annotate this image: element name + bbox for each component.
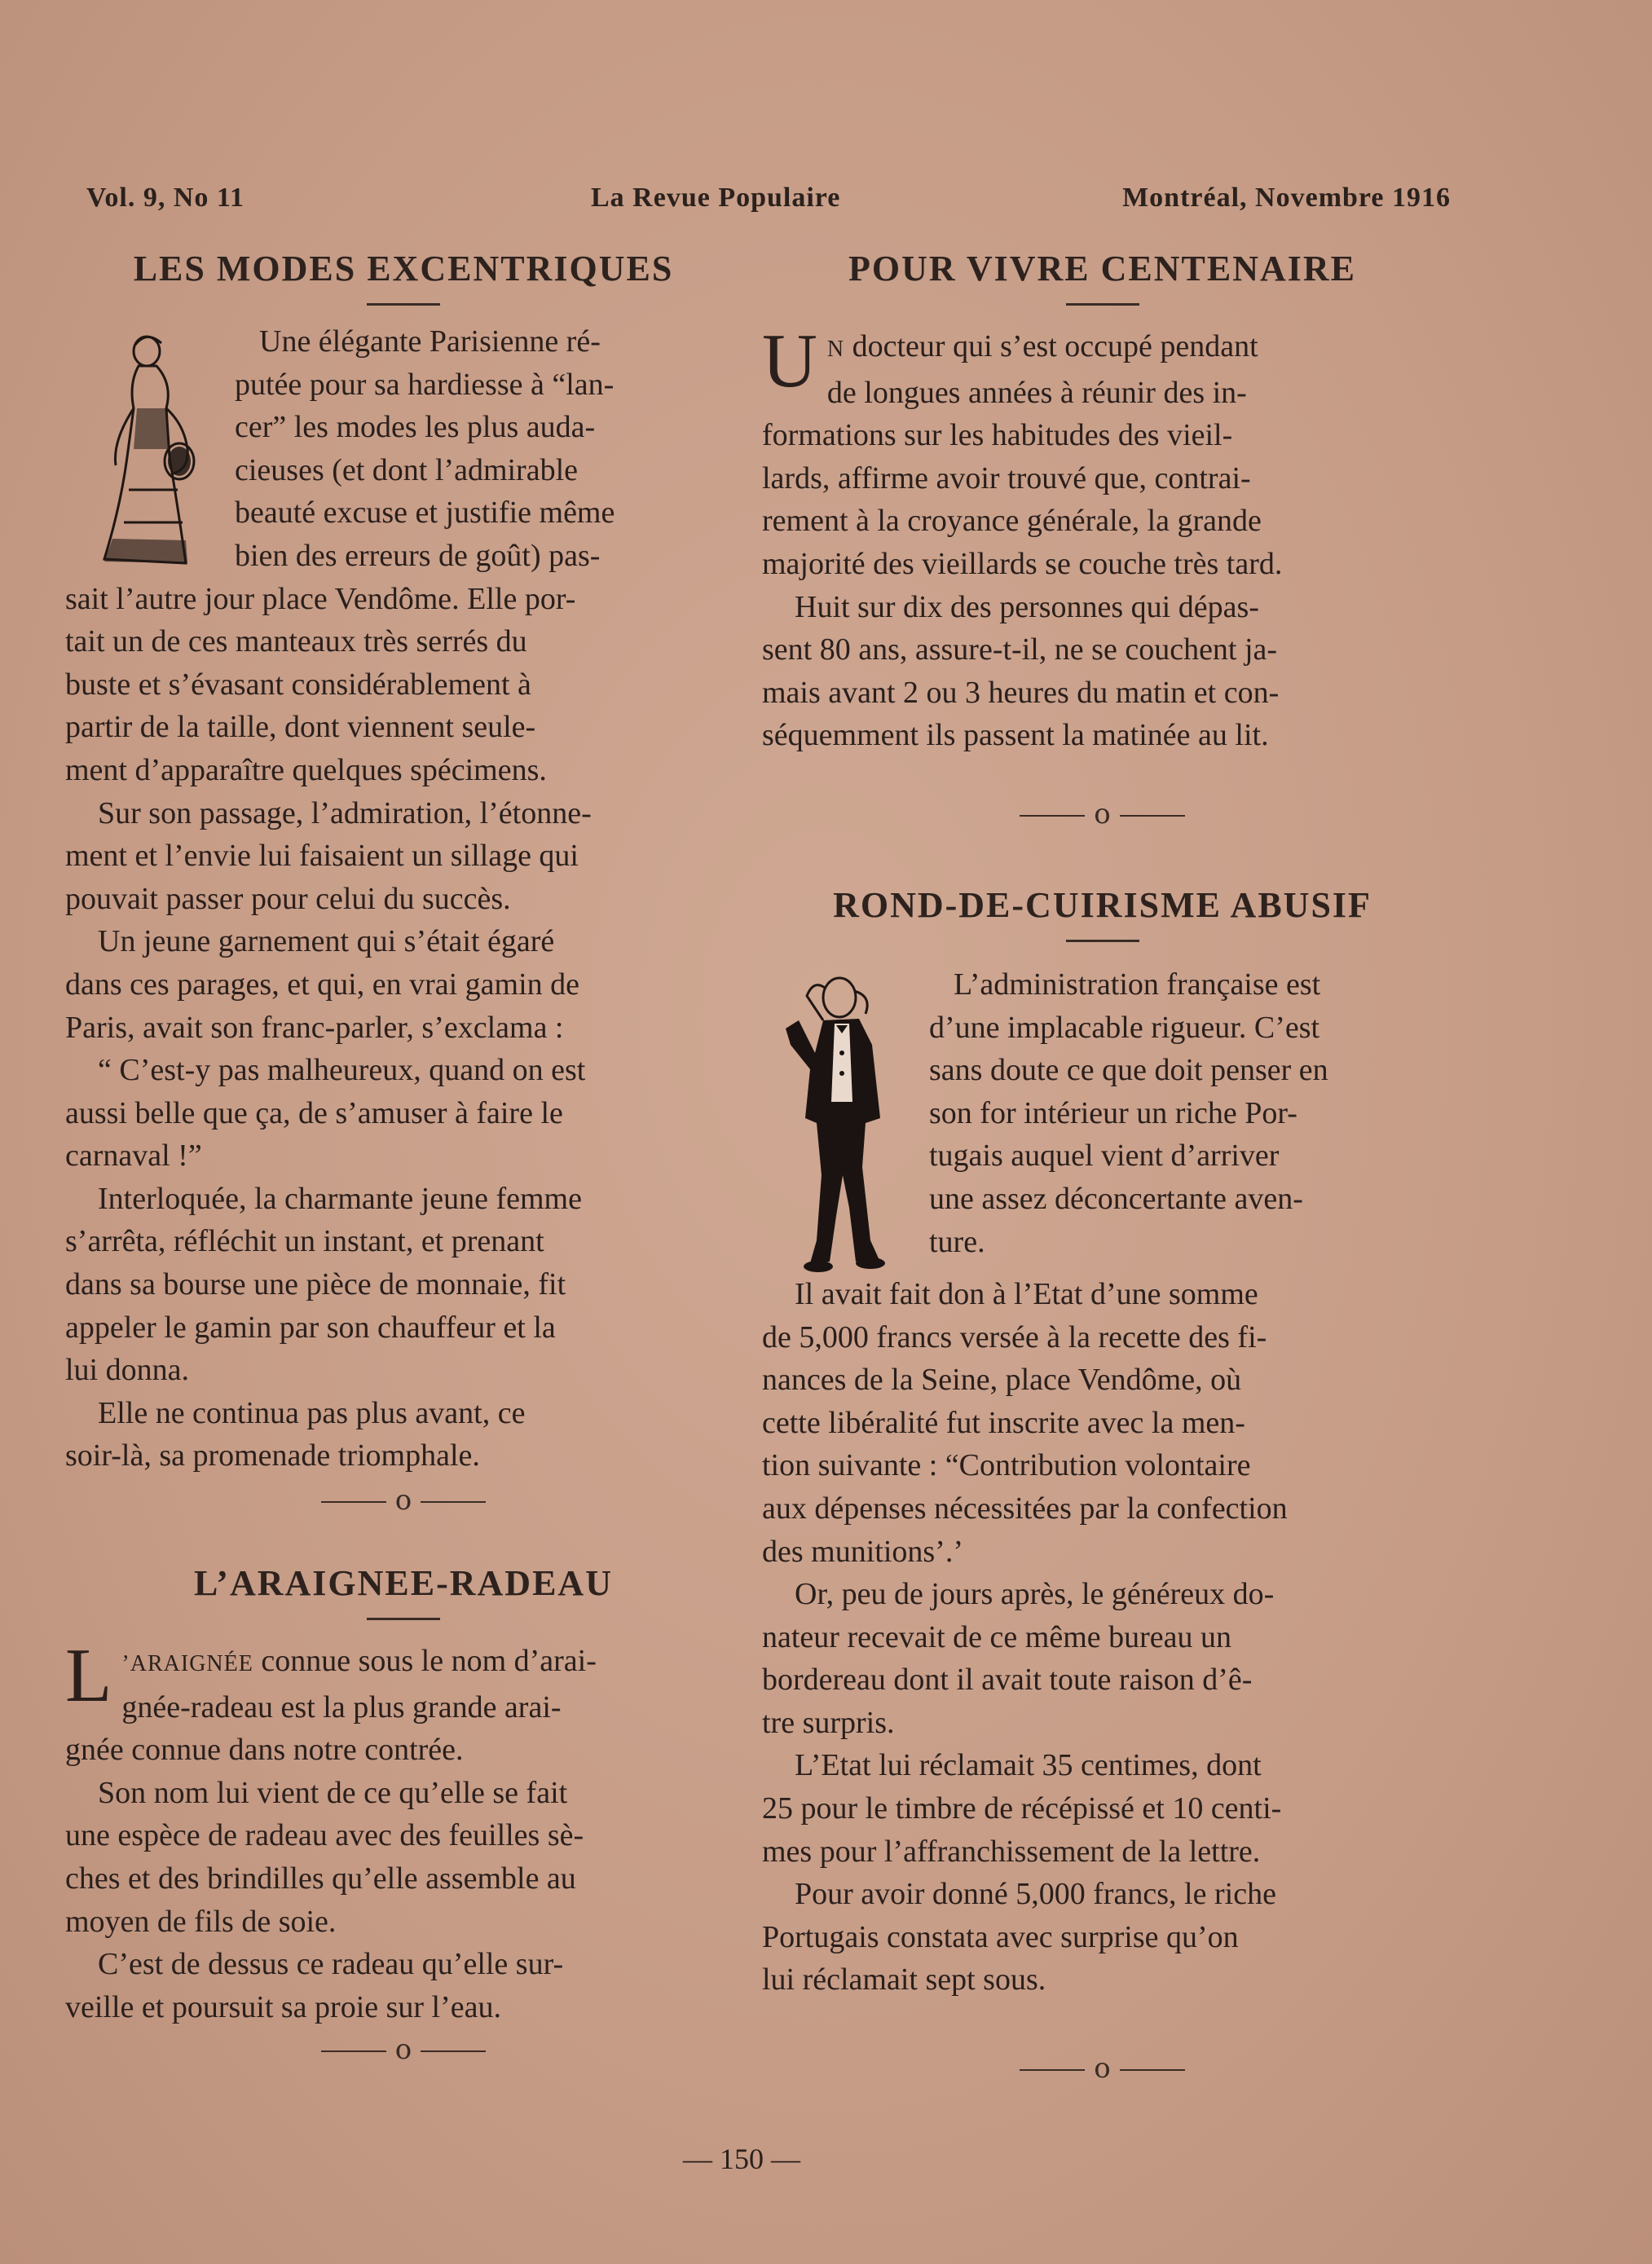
drop-cap: U [762, 319, 817, 403]
text-line: tugais auquel vient d’arriver [929, 1139, 1280, 1174]
text-line: lards, affirme avoir trouvé que, contrai- [762, 460, 1251, 496]
text-line: carnaval !” [65, 1139, 202, 1174]
text-line: nances de la Seine, place Vendôme, où [762, 1363, 1242, 1398]
text-line: s’arrêta, réfléchit un instant, et prenant [65, 1224, 544, 1259]
text-line: buste et s’évasant considérablement à [65, 667, 531, 702]
text-line: de longues années à réunir des in- [826, 375, 1247, 410]
section-separator: o [65, 1482, 742, 1518]
title-rule [1066, 303, 1139, 306]
text-line: Sur son passage, l’admiration, l’étonne- [98, 795, 592, 830]
text-line: pouvait passer pour celui du succès. [65, 881, 511, 916]
title-rule [367, 303, 440, 306]
lady-illustration [88, 327, 210, 571]
text-line: tre surpris. [762, 1705, 895, 1740]
place-date: Montréal, Novembre 1916 [1122, 183, 1451, 213]
text-line: nateur recevait de ce même bureau un [762, 1619, 1232, 1654]
text-line: mes pour l’affranchissement de la lettre. [762, 1834, 1261, 1869]
paragraph [65, 1943, 742, 2028]
text-line: dans ces parages, et qui, en vrai gamin de [65, 967, 579, 1002]
small-caps-word: ’ARAIGNÉE [121, 1651, 253, 1677]
text-line: bien des erreurs de goût) pas- [235, 538, 601, 573]
text-line: L’administration française est [954, 967, 1321, 1002]
text-line: Il avait fait don à l’Etat d’une somme [795, 1276, 1258, 1311]
paragraph: U N docteur qui s’est occupé pendant de longues années à réunir des in- formations sur les habitudes des vieil- lards, affirme avoir trouvé que, contrai- rement à la croyance générale, la grande majorité des vieillards se couche très tard. [762, 319, 1283, 581]
text-line: gnée-radeau est la plus grande arai- [121, 1689, 562, 1724]
text-line: Portugais constata avec surprise qu’on [762, 1919, 1239, 1954]
text-line: 25 pour le timbre de récépissé et 10 centi- [762, 1791, 1282, 1826]
text-line: beauté excuse et justifie même [235, 496, 615, 531]
text-line: Elle ne continua pas plus avant, ce [98, 1395, 526, 1430]
text-line: veille et poursuit sa proie sur l’eau. [65, 1989, 502, 2024]
text-line: aux dépenses nécessitées par la confection [762, 1491, 1288, 1526]
article-title-centenaire: POUR VIVRE CENTENAIRE [848, 249, 1357, 289]
text-line: tait un de ces manteaux très serrés du [65, 624, 527, 659]
text-line: Son nom lui vient de ce qu’elle se fait [98, 1775, 568, 1810]
text-line: Un jeune garnement qui s’était égaré [98, 924, 555, 959]
text-line: sait l’autre jour place Vendôme. Elle por- [65, 581, 576, 616]
text-line: d’une implacable rigueur. C’est [929, 1010, 1320, 1045]
text-line: tion suivante : “Contribution volontaire [762, 1448, 1251, 1483]
text-line: aussi belle que ça, de s’amuser à faire le [65, 1095, 563, 1130]
section-separator: o [65, 2032, 742, 2068]
magazine-title: La Revue Populaire [591, 183, 841, 213]
text-line: gnée connue dans notre contrée. [65, 1733, 464, 1768]
text-line: Paris, avait son franc-parler, s’exclama : [65, 1010, 564, 1045]
text-line: dans sa bourse une pièce de monnaie, fit [65, 1267, 566, 1302]
paragraph [762, 1873, 1443, 2002]
text-line: cer” les modes les plus auda- [235, 410, 596, 445]
text-line: lui donna. [65, 1353, 189, 1388]
text-line: soir-là, sa promenade triomphale. [65, 1438, 480, 1473]
page-number: — 150 — [683, 2143, 800, 2175]
paragraph [762, 1273, 1443, 1573]
text-line: L’Etat lui réclamait 35 centimes, dont [795, 1748, 1262, 1783]
text-line: Pour avoir donné 5,000 francs, le riche [795, 1877, 1276, 1912]
title-rule [367, 1618, 440, 1620]
text-line: des munitions’.’ [762, 1534, 963, 1569]
text-line: sans doute ce que doit penser en [929, 1053, 1328, 1088]
text-line: formations sur les habitudes des vieil- [762, 418, 1233, 453]
section-separator: o [762, 796, 1443, 832]
text-line: lui réclamait sept sous. [762, 1962, 1046, 1998]
paragraph [65, 792, 742, 921]
text-line: Une élégante Parisienne ré- [259, 324, 601, 359]
text-line: cette libéralité fut inscrite avec la men- [762, 1405, 1245, 1440]
small-caps-word: N [826, 337, 845, 362]
text-line: son for intérieur un riche Por- [929, 1095, 1297, 1130]
man-illustration [774, 971, 913, 1273]
text-line: de 5,000 francs versée à la recette des fi- [762, 1319, 1267, 1354]
text-line: bordereau dont il avait toute raison d’ê- [762, 1663, 1253, 1698]
section-separator: o [762, 2050, 1443, 2086]
text-line: Interloquée, la charmante jeune femme [98, 1181, 582, 1216]
paragraph [762, 1573, 1443, 1744]
text-line: Huit sur dix des personnes qui dépas- [795, 589, 1259, 624]
text-line: “ C’est-y pas malheureux, quand on est [98, 1053, 586, 1088]
right-column [762, 244, 1443, 2086]
text-line: sent 80 ans, assure-t-il, ne se couchent ja- [762, 632, 1278, 667]
text-line: une espèce de radeau avec des feuilles sè- [65, 1818, 584, 1853]
paragraph [65, 1178, 742, 1392]
paragraph [65, 1049, 742, 1178]
title-rule [1066, 940, 1139, 942]
text-line: C’est de dessus ce radeau qu’elle sur- [98, 1947, 564, 1982]
text-line: ture. [929, 1224, 985, 1259]
text-line: Or, peu de jours après, le généreux do- [795, 1577, 1275, 1612]
text-line: rement à la croyance générale, la grande [762, 504, 1262, 539]
text-line: cieuses (et dont l’admirable [235, 452, 579, 487]
article-title-araignee: L’ARAIGNEE-RADEAU [194, 1563, 613, 1604]
paragraph [762, 586, 1443, 757]
paragraph [65, 578, 742, 792]
paragraph [65, 1392, 742, 1478]
paragraph: L ’ARAIGNÉE connue sous le nom d’arai- gnée-radeau est la plus grande arai- gnée connue dans notre contrée. [65, 1633, 597, 1768]
article-title-modes: LES MODES EXCENTRIQUES [133, 249, 674, 289]
text-line: mais avant 2 ou 3 heures du matin et con- [762, 675, 1280, 710]
article-title-rond-de-cuirisme: ROND-DE-CUIRISME ABUSIF [833, 884, 1372, 925]
left-column [65, 244, 742, 2068]
text-line: putée pour sa hardiesse à “lan- [235, 367, 615, 402]
text-line: appeler le gamin par son chauffeur et la [65, 1310, 556, 1345]
drop-cap: L [65, 1633, 112, 1719]
paragraph [762, 1744, 1443, 1873]
volume-number: Vol. 9, No 11 [86, 183, 245, 213]
paragraph [65, 920, 742, 1049]
text-line: majorité des vieillards se couche très tard. [762, 546, 1283, 581]
running-header [81, 183, 1451, 223]
paragraph [65, 1772, 742, 1943]
text-line: ment et l’envie lui faisaient un sillage qui [65, 839, 579, 874]
text-line: séquemment ils passent la matinée au lit. [762, 718, 1269, 753]
text-line: partir de la taille, dont viennent seule- [65, 710, 536, 745]
text-line: ment d’apparaître quelques spécimens. [65, 752, 547, 787]
text-line: moyen de fils de soie. [65, 1904, 337, 1939]
text-line: une assez déconcertante aven- [929, 1181, 1303, 1216]
text-line: ches et des brindilles qu’elle assemble au [65, 1861, 576, 1896]
